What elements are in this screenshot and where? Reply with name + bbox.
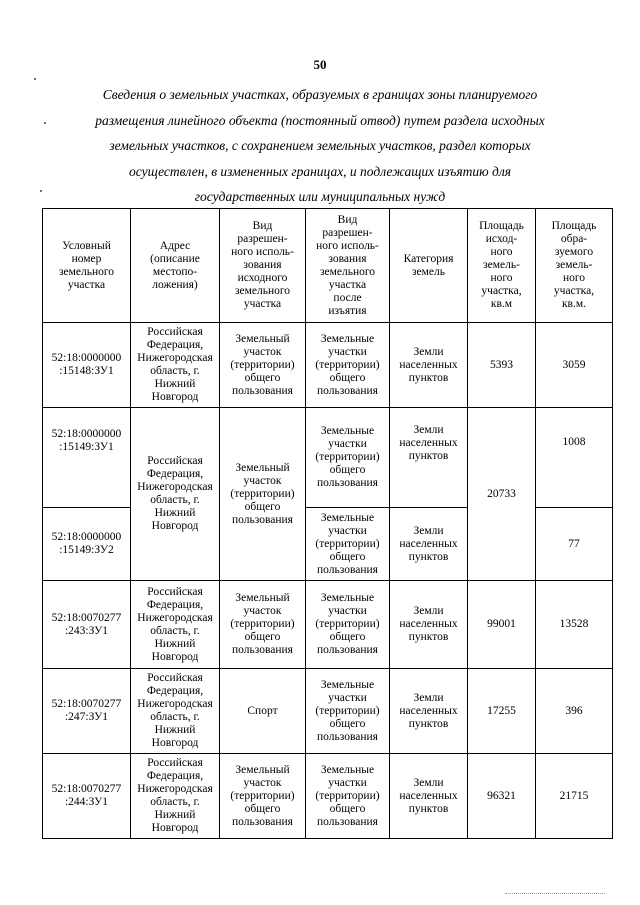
cell-category: Земли населенных пунктов	[390, 323, 468, 408]
cell-category: Земли населенных пунктов	[390, 408, 468, 508]
cell-address: Российская Федерация, Нижегородская область, г. Нижний Новгород	[131, 669, 220, 754]
cell-number: 52:18:0070277 :244:ЗУ1	[43, 754, 131, 839]
cell-address: Российская Федерация, Нижегородская область, г. Нижний Новгород	[131, 323, 220, 408]
header-cell-area-new: Площадь обра- зуемого земель- ного участка, кв.м.	[536, 209, 613, 323]
cell-area-source: 20733	[468, 408, 536, 581]
cell-category: Земли населенных пунктов	[390, 669, 468, 754]
cell-use-source: Земельный участок (территории) общего пользования	[220, 408, 306, 581]
page-number: 50	[313, 57, 327, 72]
cell-use-source: Земельный участок (территории) общего пользования	[220, 323, 306, 408]
cell-address: Российская Федерация, Нижегородская область, г. Нижний Новгород	[131, 754, 220, 839]
table-row	[43, 669, 613, 754]
table-row	[43, 408, 613, 508]
document-title	[40, 82, 600, 210]
title-line: государственных или муниципальных нужд	[194, 189, 446, 204]
cell-number: 52:18:0070277 :243:ЗУ1	[43, 581, 131, 669]
cell-area-source: 17255	[468, 669, 536, 754]
cell-address: Российская Федерация, Нижегородская область, г. Нижний Новгород	[131, 581, 220, 669]
header-cell-address: Адрес (описание местопо- ложения)	[131, 209, 220, 323]
cell-area-new: 21715	[536, 754, 613, 839]
title-line: Сведения о земельных участках, образуемых в границах зоны планируемого	[102, 87, 538, 102]
table-row	[43, 323, 613, 408]
cell-area-new: 77	[536, 508, 613, 581]
table-row	[43, 754, 613, 839]
scan-artifact	[505, 893, 605, 895]
cell-area-new: 13528	[536, 581, 613, 669]
cell-number: 52:18:0000000 :15148:ЗУ1	[43, 323, 131, 408]
cell-area-new: 1008	[536, 408, 613, 508]
cell-use-after: Земельные участки (территории) общего пользования	[306, 581, 390, 669]
land-plots-table	[42, 208, 613, 839]
cell-use-after: Земельные участки (территории) общего пользования	[306, 508, 390, 581]
cell-category: Земли населенных пунктов	[390, 508, 468, 581]
cell-category: Земли населенных пунктов	[390, 754, 468, 839]
header-cell-use-after: Вид разрешен- ного исполь- зования земельного участка после изъятия	[306, 209, 390, 323]
cell-category: Земли населенных пунктов	[390, 581, 468, 669]
header-cell-category: Категория земель	[390, 209, 468, 323]
cell-use-after: Земельные участки (территории) общего пользования	[306, 323, 390, 408]
cell-area-new: 396	[536, 669, 613, 754]
header-cell-number: Условный номер земельного участка	[43, 209, 131, 323]
scan-speck	[34, 78, 36, 80]
cell-number: 52:18:0000000 :15149:ЗУ2	[43, 508, 131, 581]
title-line: размещения линейного объекта (постоянный отвод) путем раздела исходных	[95, 112, 545, 128]
cell-use-source: Земельный участок (территории) общего пользования	[220, 754, 306, 839]
cell-number: 52:18:0070277 :247:ЗУ1	[43, 669, 131, 754]
title-line: осуществлен, в измененных границах, и подлежащих изъятию для	[128, 163, 512, 179]
cell-use-after: Земельные участки (территории) общего пользования	[306, 754, 390, 839]
cell-address: Российская Федерация, Нижегородская область, г. Нижний Новгород	[131, 408, 220, 581]
cell-use-after: Земельные участки (территории) общего пользования	[306, 408, 390, 508]
cell-area-source: 96321	[468, 754, 536, 839]
header-cell-use-source: Вид разрешен- ного исполь- зования исходного земельного участка	[220, 209, 306, 323]
cell-area-new: 3059	[536, 323, 613, 408]
cell-use-after: Земельные участки (территории) общего пользования	[306, 669, 390, 754]
table-row	[43, 581, 613, 669]
cell-number: 52:18:0000000 :15149:ЗУ1	[43, 408, 131, 508]
cell-area-source: 99001	[468, 581, 536, 669]
cell-area-source: 5393	[468, 323, 536, 408]
table-header-row	[43, 209, 613, 323]
header-cell-area-source: Площадь исход- ного земель- ного участка, кв.м	[468, 209, 536, 323]
title-line: земельных участков, с сохранением земельных участков, раздел которых	[109, 138, 531, 153]
cell-use-source: Земельный участок (территории) общего пользования	[220, 581, 306, 669]
cell-use-source: Спорт	[220, 669, 306, 754]
